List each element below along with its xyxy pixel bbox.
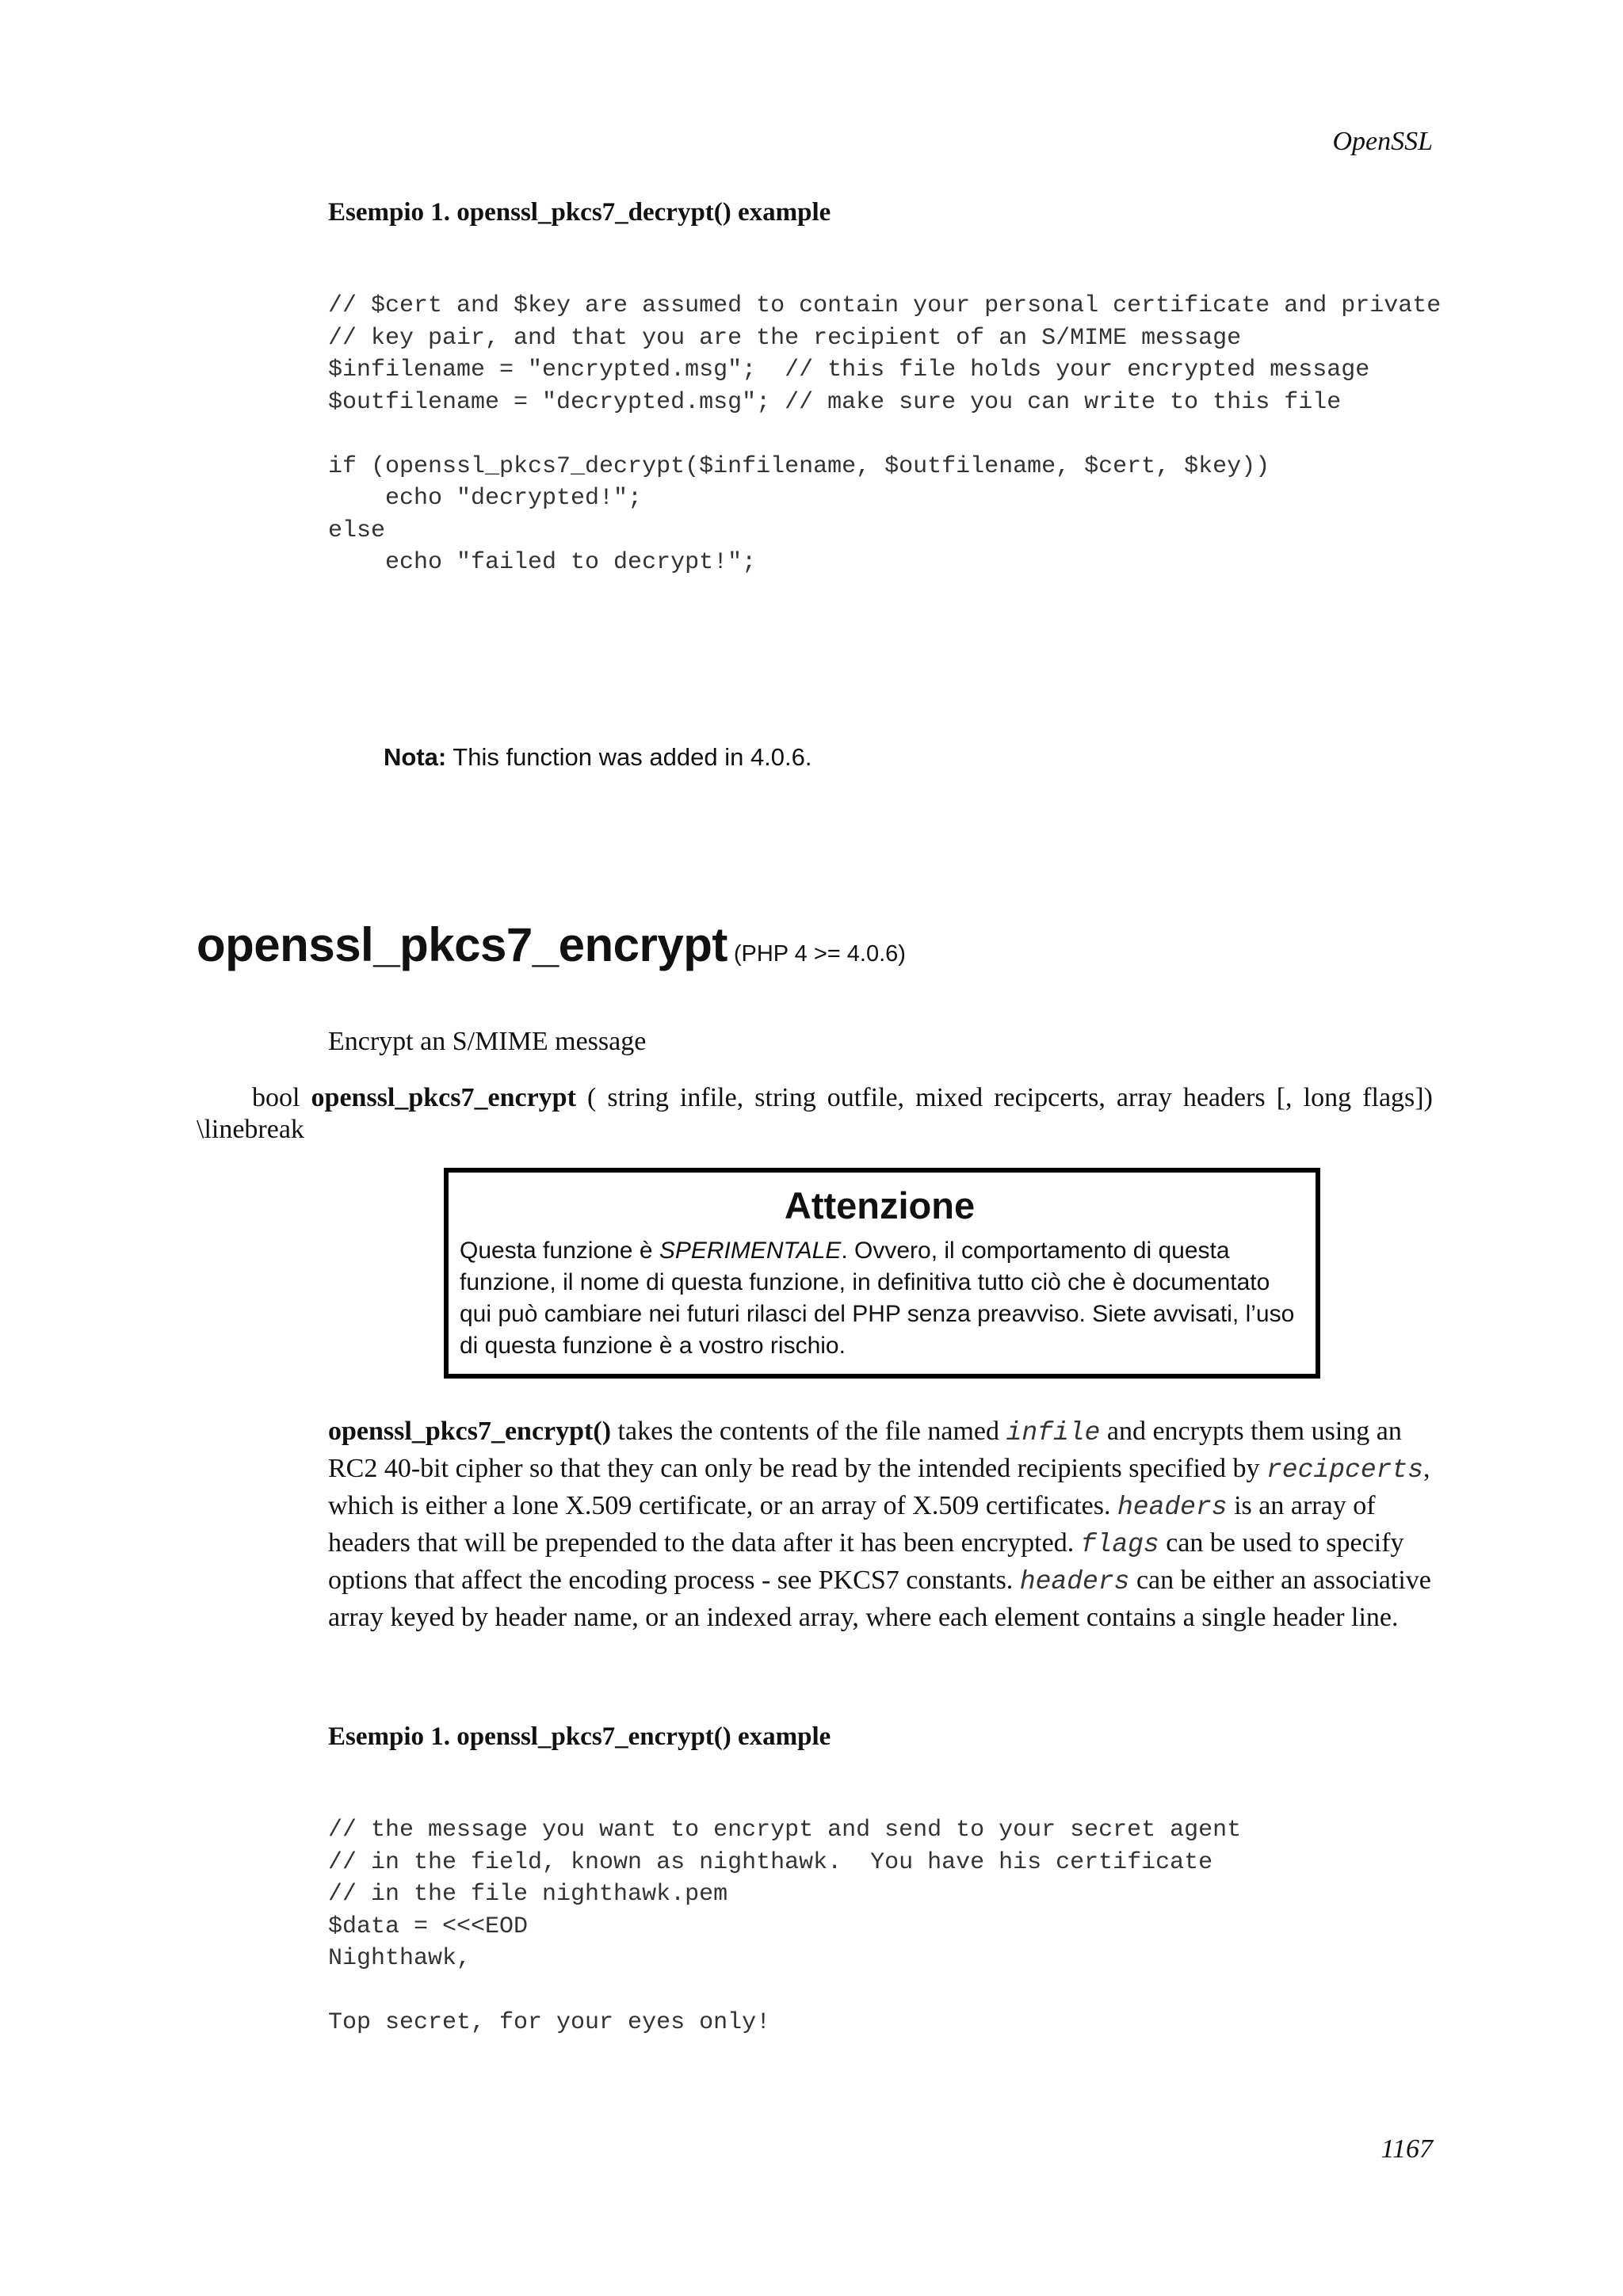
synopsis-part: string xyxy=(754,1083,816,1112)
synopsis-line xyxy=(197,1082,1433,1114)
function-synopsis xyxy=(197,1082,1433,1146)
code-block-encrypt: // the message you want to encrypt and send to your secret agent // in the field, known as nighthawk. You have his certificate // in the file nighthawk.pem $data = <<<EOD Nighthawk, Top secret, for your eyes only! xyxy=(328,1817,1242,2036)
page-number: 1167 xyxy=(1381,2134,1433,2164)
synopsis-trailer: \linebreak xyxy=(197,1115,304,1144)
synopsis-return-type: bool xyxy=(252,1083,300,1112)
synopsis-part: flags]) xyxy=(1362,1083,1433,1112)
param-headers: headers xyxy=(1117,1493,1228,1522)
synopsis-part: outfile, xyxy=(827,1083,905,1112)
synopsis-part: [, xyxy=(1276,1083,1293,1112)
note-text: This function was added in 4.0.6. xyxy=(453,743,812,771)
synopsis-part: string xyxy=(607,1083,669,1112)
function-name: openssl_pkcs7_encrypt xyxy=(197,918,727,971)
synopsis-part: ( xyxy=(586,1083,597,1112)
example-title-decrypt: Esempio 1. openssl_pkcs7_decrypt() example xyxy=(328,198,831,227)
warning-text: Questa funzione è SPERIMENTALE. Ovvero, il comportamento di questa funzione, il nome di questa funzione, in definitiva tutto ciò che è documentato qui può cambiare nei futuri rilasci del PHP senza preavviso. Siete avvisati, l’uso di questa funzione è a vostro rischio. xyxy=(460,1238,1295,1359)
note-label: Nota: xyxy=(384,743,447,771)
description-function-name: openssl_pkcs7_encrypt() xyxy=(328,1417,612,1446)
synopsis-part: mixed xyxy=(915,1083,983,1112)
warning-box xyxy=(444,1168,1320,1379)
synopsis-part: headers xyxy=(1182,1083,1266,1112)
running-header: OpenSSL xyxy=(1332,127,1433,156)
param-recipcerts: recipcerts xyxy=(1266,1455,1424,1485)
param-infile: infile xyxy=(1006,1418,1101,1447)
example-title-encrypt: Esempio 1. openssl_pkcs7_encrypt() example xyxy=(328,1722,831,1751)
synopsis-part: recipcerts, xyxy=(994,1083,1106,1112)
code-block-decrypt: // $cert and $key are assumed to contain your personal certificate and private // key pair, and that you are the recipient of an S/MIME message $infilename = "encrypted.msg"; // this file holds your encrypted message $outfilename = "decrypted.msg"; // make sure you can write to this file if (openssl_pkcs7_decrypt($infilename, $outfilename, $cert, $key)) echo "decrypted!"; else echo "failed to decrypt!"; xyxy=(328,292,1442,576)
warning-emphasis: SPERIMENTALE xyxy=(659,1238,842,1264)
function-heading xyxy=(197,917,906,972)
function-version: (PHP 4 >= 4.0.6) xyxy=(733,941,906,967)
synopsis-part: infile, xyxy=(679,1083,744,1112)
synopsis-part: long xyxy=(1303,1083,1352,1112)
synopsis-part: array xyxy=(1116,1083,1172,1112)
param-headers: headers xyxy=(1019,1567,1130,1596)
function-description: openssl_pkcs7_encrypt() takes the contents of the file named infile and encrypts them using an RC2 40-bit cipher so that they can only be read by the intended recipients specified by recipcerts, which is either a lone X.509 certificate, or an array of X.509 certificates. headers is an array of headers that will be prepended to the data after it has been encrypted. flags can be used to specify options that affect the encoding process - see PKCS7 constants. headers can be either an associative array keyed by header name, or an indexed array, where each element contains a single header line. xyxy=(328,1417,1431,1632)
function-purpose: Encrypt an S/MIME message xyxy=(328,1027,647,1056)
note xyxy=(384,743,812,772)
synopsis-function-name: openssl_pkcs7_encrypt xyxy=(311,1083,576,1112)
param-flags: flags xyxy=(1080,1530,1159,1559)
warning-title: Attenzione xyxy=(784,1184,976,1226)
